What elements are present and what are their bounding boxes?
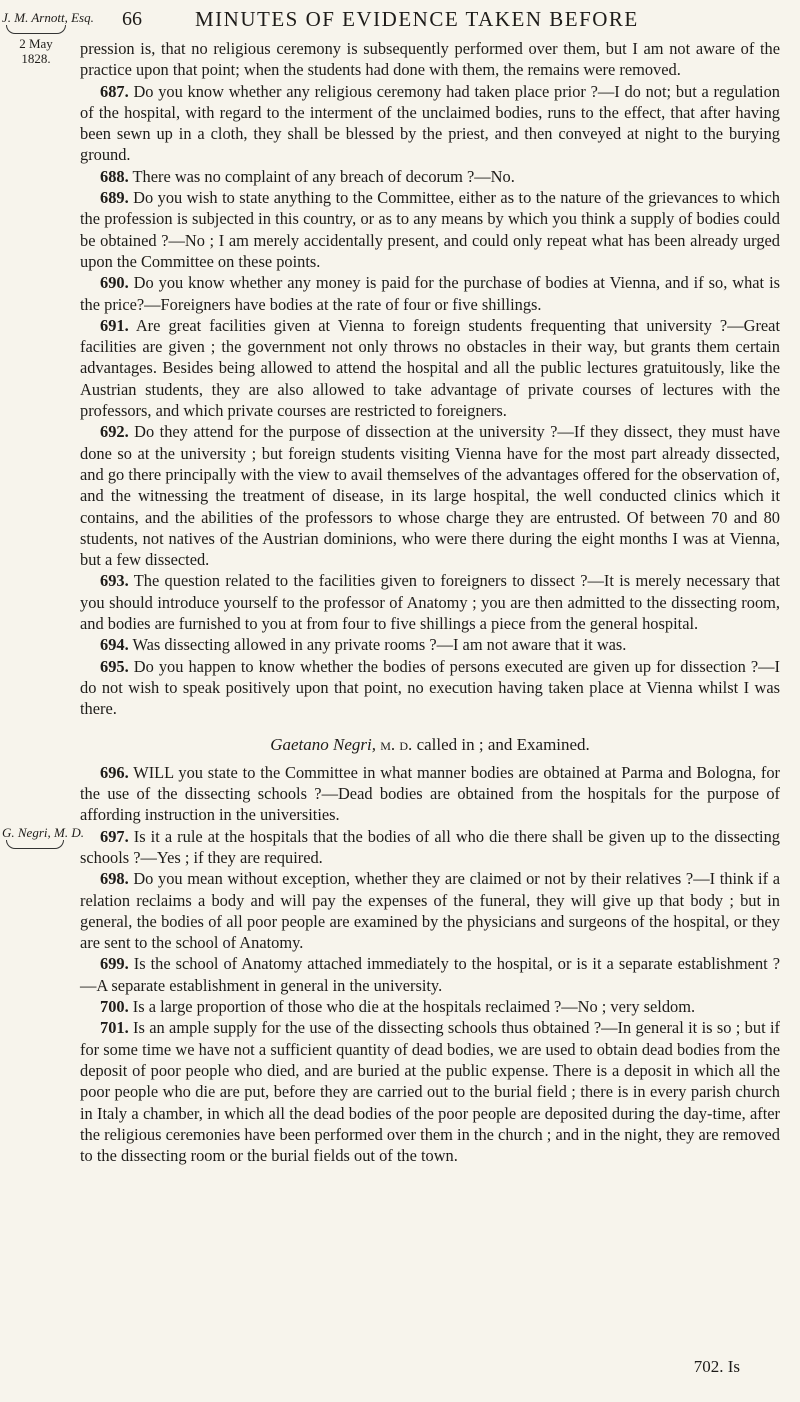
paragraph: 696. WILL you state to the Committee in what manner bodies are obtained at Parma and Bologna, for the use of the dissecting schools ?—Dead bodies are obtained from the hospitals for the purpose of affording instruction in the universities. xyxy=(80,762,780,825)
page-number: 66 xyxy=(122,8,142,30)
paragraph: 687. Do you know whether any religious ceremony had taken place prior ?—I do not; but a regulation of the hospital, with regard to the interment of the unclaimed bodies, runs to the effect, that after having been sewn up in a cloth, they shall be blessed by the priest, and then conveyed at night to the burying ground. xyxy=(80,81,780,165)
paragraph: 700. Is a large proportion of those who die at the hospitals reclaimed ?—No ; very seldom. xyxy=(100,997,696,1017)
catchword: 702. Is xyxy=(693,1357,740,1376)
paragraph: 688. There was no complaint of any breach of decorum ?—No. xyxy=(100,166,515,186)
margin-witness-name: J. M. Arnott, Esq. xyxy=(2,10,94,25)
brace-mark xyxy=(6,840,64,849)
question-number: 696. xyxy=(100,762,129,782)
margin-note-witness-2 xyxy=(2,825,84,851)
margin-date-year: 1828. xyxy=(21,51,51,66)
question-number: 695. xyxy=(100,656,129,676)
paragraph: 694. Was dissecting allowed in any private rooms ?—I am not aware that it was. xyxy=(100,635,627,655)
question-number: 688. xyxy=(100,166,129,186)
question-number: 694. xyxy=(100,635,129,655)
paragraph: 690. Do you know whether any money is paid for the purchase of bodies at Vienna, and if so, what is the price?—Foreigners have bodies at the rate of four or five shillings. xyxy=(80,273,781,314)
paragraph: 689. Do you wish to state anything to the Committee, either as to the nature of the grievances to which the profession is subjected in this country, or as to any means by which you think a supply of bodies could be obtained ?—No ; I am merely accidentally present, and could only repeat what has been already urged upon the Committee on these points. xyxy=(80,188,780,271)
question-number: 692. xyxy=(100,422,129,442)
question-number: 687. xyxy=(100,81,129,101)
question-number: 697. xyxy=(100,826,129,846)
witness-heading xyxy=(80,734,780,755)
brace-mark xyxy=(6,25,66,34)
paragraph: 701. Is an ample supply for the use of the dissecting schools thus obtained ?—In general it is so ; but if for some time we have not a sufficient quantity of dead bodies, we are used to obtain dead bodies from the deposit of poor people who died, and are buried at the public expense. There is a deposit in which all the poor people who die are put, before they are carried out to the burial field ; there is in every parish church in Italy a chamber, in which all the dead bodies of the poor people are deposited during the day-time, after the religious ceremonies have been performed over them in the church ; and in the night, they are removed to the dissecting room or the burial fields out of the town. xyxy=(80,1018,780,1166)
question-number: 689. xyxy=(100,188,129,208)
paragraph: 693. The question related to the facilities given to foreigners to dissect ?—It is merely necessary that you should introduce yourself to the professor of Anatomy ; you are then admitted to the dissecting room, and bodies are furnished to you at from four to five shillings a piece from the general hospital. xyxy=(80,571,780,634)
margin-note-witness-1 xyxy=(2,10,94,66)
body-text xyxy=(80,38,780,1166)
question-number: 698. xyxy=(100,869,129,889)
paragraph: pression is, that no religious ceremony is subsequently performed over them, but I am not aware of the practice upon that point; when the students had done with them, the remains were removed. xyxy=(80,39,780,80)
witness-name: Gaetano Negri, xyxy=(270,734,376,754)
witness-heading-rest: called in ; and Examined. xyxy=(416,734,590,754)
witness-degree: m. d. xyxy=(380,734,413,754)
question-number: 701. xyxy=(100,1018,129,1038)
question-number: 690. xyxy=(100,273,129,293)
paragraph: 691. Are great facilities given at Vienna to foreign students frequenting that university ?—Great facilities are given ; the government not only throws no obstacles in their way, but grants them certain advantages. Besides being allowed to attend the hospital and all the public lectures gratuitously, like the Austrian students, they are also allowed to take advantage of private courses of lectures with the professors, and which private courses are restricted to foreigners. xyxy=(80,315,781,421)
paragraph: 695. Do you happen to know whether the bodies of persons executed are given up for dissection ?—I do not wish to speak positively upon that point, no execution having taken place at Vienna whilst I was there. xyxy=(80,656,780,719)
paragraph: 698. Do you mean without exception, whether they are claimed or not by their relatives ?—I think if a relation reclaims a body and will pay the expenses of the funeral, they will give up that body ; but in general, the bodies of all poor people are examined by the physicians and surgeons of the hospital, or they are sent to the school of Anatomy. xyxy=(80,869,780,953)
question-number: 693. xyxy=(100,571,129,591)
question-number: 700. xyxy=(100,997,129,1017)
running-head: MINUTES OF EVIDENCE TAKEN BEFORE xyxy=(195,7,639,31)
question-number: 699. xyxy=(100,954,129,974)
paragraph: 697. Is it a rule at the hospitals that the bodies of all who die there shall be given up to the dissecting schools ?—Yes ; if they are required. xyxy=(80,826,780,867)
paragraph: 699. Is the school of Anatomy attached immediately to the hospital, or is it a separate establishment ?—A separate establishment in general in the university. xyxy=(80,954,781,995)
question-number: 691. xyxy=(100,315,129,335)
margin-witness-name: G. Negri, M. D. xyxy=(2,825,84,840)
margin-date-day: 2 May xyxy=(19,36,53,51)
paragraph: 692. Do they attend for the purpose of dissection at the university ?—If they dissect, they must have done so at the university ; but foreign students visiting Vienna have for the most part already dissected, and go there principally with the view to avail themselves of the advantages offered for the observation of, and the witnessing the treatment of disease, in its large hospital, the well conducted clinics which it contains, and the abilities of the professors to whose charge they are entrusted. Of between 70 and 80 students, not natives of the Austrian dominions, who were there during the eight months I was at Vienna, but a few dissected. xyxy=(80,422,780,570)
